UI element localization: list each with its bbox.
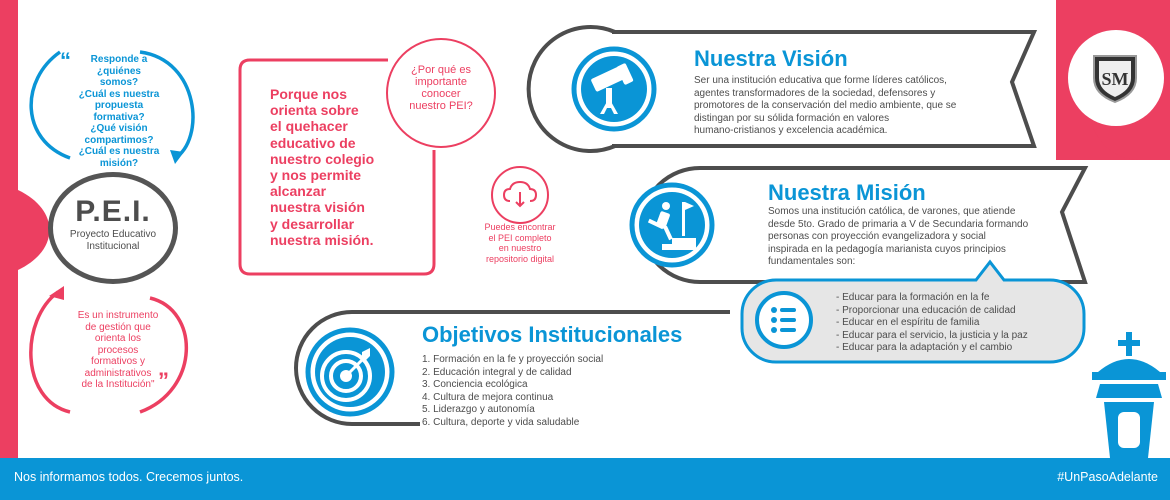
footer-slogan: Nos informamos todos. Crecemos juntos. — [14, 470, 244, 484]
list-item: 4. Cultura de mejora continua — [422, 391, 554, 403]
instrument-text: Es un instrumento de gestión que orienta los procesos formativos y administrativos de la Institución" — [77, 310, 159, 390]
mision-title: Nuestra Misión — [768, 180, 926, 205]
church-building-icon — [1088, 332, 1170, 458]
pei-title: P.E.I. — [75, 195, 151, 228]
list-item: - Educar para el servicio, la justicia y la paz — [836, 329, 1028, 341]
vision-title: Nuestra Visión — [694, 46, 848, 71]
left-question-text: Responde a ¿quiénes somos? ¿Cuál es nuestra propuesta formativa? ¿Qué visión compartimos? ¿Cuál es nuestra misión? — [78, 54, 160, 169]
principles-list — [836, 292, 1086, 355]
list-icon — [754, 290, 814, 350]
why-question-circle: ¿Por qué es importante conocer nuestro PEI? — [386, 38, 496, 148]
target-icon — [300, 322, 400, 422]
pei-subtitle: Proyecto Educativo Institucional — [69, 229, 157, 252]
climbing-person-icon — [622, 180, 722, 272]
school-shield-logo — [1090, 52, 1140, 104]
vision-body: Ser una institución educativa que forme líderes católicos, agentes transformadores de la sociedad, defensores y promotores de la conservación del medio ambiente, que se distingan por su sólida formación en valores humano-cristianos y excelencia académica. — [694, 75, 957, 136]
list-item: - Proporcionar una educación de calidad — [836, 304, 1016, 316]
open-quote-icon: “ — [60, 48, 71, 73]
close-quote-icon: ” — [158, 368, 169, 393]
footer-hashtag[interactable]: #UnPasoAdelante — [1057, 470, 1158, 484]
list-item: 5. Liderazgo y autonomía — [422, 404, 535, 416]
list-item: - Educar para la adaptación y el cambio — [836, 342, 1013, 353]
why-body-text: Porque nos orienta sobre el quehacer educativo de nuestro colegio y nos permite alcanzar nuestra visión y desarrollar nuestra misión. — [270, 86, 375, 248]
list-item: - Educar en el espíritu de familia — [836, 317, 980, 328]
objetivos-list — [422, 354, 682, 430]
mision-body: Somos una institución católica, de varones, que atiende desde 5to. Grado de primaria a V de Secundaria formando personas con proyección evangelizadora y social inspirada en la pedagogía marianista cuyos principios fundamentales son: — [768, 206, 1029, 267]
list-item: - Educar para la formación en la fe — [836, 292, 990, 303]
list-item: 1. Formación en la fe y proyección social — [422, 354, 604, 365]
list-item: 2. Educación integral y de calidad — [422, 366, 572, 378]
objetivos-title: Objetivos Institucionales — [422, 322, 683, 347]
repo-text[interactable]: Puedes encontrar el PEI completo en nuestro repositorio digital — [484, 222, 556, 264]
list-item: 6. Cultura, deporte y vida saludable — [422, 416, 580, 428]
svg-text:SM: SM — [1101, 69, 1129, 89]
list-item: 3. Conciencia ecológica — [422, 379, 528, 391]
telescope-icon — [562, 46, 672, 136]
